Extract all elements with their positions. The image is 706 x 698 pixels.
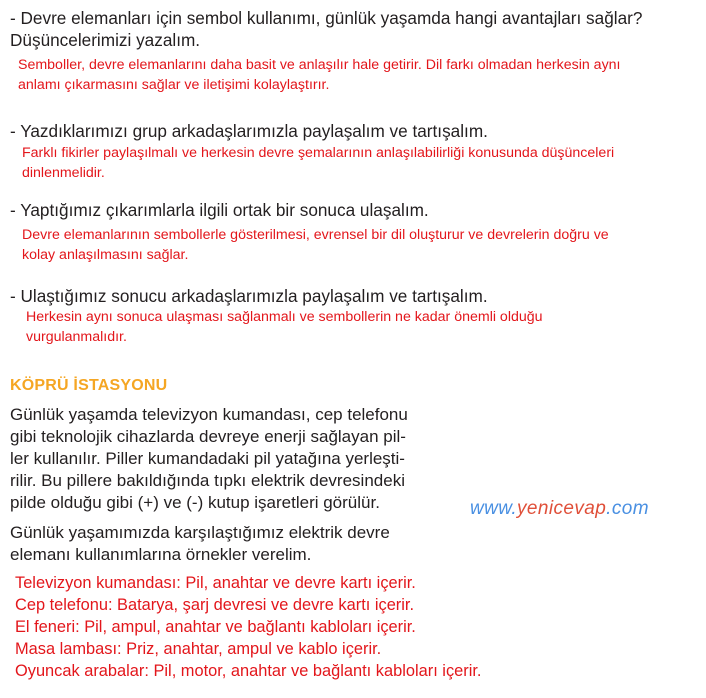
question-4-line-1: - Ulaştığımız sonucu arkadaşlarımızla paylaşalım ve tartışalım. [10,286,488,306]
answer-1-line-2: anlamı çıkarmasını sağlar ve iletişimi kolaylaştırır. [18,77,330,93]
question-3-line-1: - Yaptığımız çıkarımlarla ilgili ortak bir sonuca ulaşalım. [10,200,429,220]
question-1-line-2: Düşüncelerimizi yazalım. [10,30,201,50]
paragraph-1-line-2: gibi teknolojik cihazlarda devreye enerji sağlayan pil- [10,427,406,446]
site-watermark [470,498,649,520]
paragraph-2-line-2: elemanı kullanımlarına örnekler verelim. [10,545,312,564]
paragraph-2-line-1: Günlük yaşamımızda karşılaştığımız elektrik devre [10,523,390,542]
watermark-suffix: .com [606,498,649,519]
watermark-middle: yenicevap [517,498,607,519]
example-cell-phone: Cep telefonu: Batarya, şarj devresi ve devre kartı içerir. [15,596,415,614]
example-desk-lamp: Masa lambası: Priz, anahtar, ampul ve kablo içerir. [15,640,382,658]
question-2-line-1: - Yazdıklarımızı grup arkadaşlarımızla paylaşalım ve tartışalım. [10,121,488,141]
question-1-line-1: - Devre elemanları için sembol kullanımı, günlük yaşamda hangi avantajları sağlar? [10,8,643,28]
answer-4-line-1: Herkesin aynı sonuca ulaşması sağlanmalı ve sembollerin ne kadar önemli olduğu [26,309,543,325]
answer-2-line-1: Farklı fikirler paylaşılmalı ve herkesin devre şemalarının anlaşılabilirliği konusunda düşünceleri [22,145,615,161]
example-toy-cars: Oyuncak arabalar: Pil, motor, anahtar ve bağlantı kabloları içerir. [15,662,482,680]
example-tv-remote: Televizyon kumandası: Pil, anahtar ve devre kartı içerir. [15,574,416,592]
paragraph-1-line-4: rilir. Bu pillere bakıldığında tıpkı elektrik devresindeki [10,471,405,490]
watermark-prefix: www. [470,498,517,519]
paragraph-1-line-5: pilde olduğu gibi (+) ve (-) kutup işaretleri görülür. [10,493,380,512]
answer-1-line-1: Semboller, devre elemanlarını daha basit ve anlaşılır hale getirir. Dil farkı olmadan herkesin aynı [18,57,621,73]
kopru-istasyonu-heading: KÖPRÜ İSTASYONU [10,377,168,394]
answer-4-line-2: vurgulanmalıdır. [26,329,127,345]
answer-3-line-1: Devre elemanlarının sembollerle gösterilmesi, evrensel bir dil oluşturur ve devrelerin doğru ve [22,227,609,243]
paragraph-1-line-1: Günlük yaşamda televizyon kumandası, cep telefonu [10,405,408,424]
example-flashlight: El feneri: Pil, ampul, anahtar ve bağlantı kabloları içerir. [15,618,416,636]
answer-2-line-2: dinlenmelidir. [22,165,105,181]
paragraph-1-line-3: ler kullanılır. Piller kumandadaki pil yatağına yerleşti- [10,449,405,468]
answer-3-line-2: kolay anlaşılmasını sağlar. [22,247,189,263]
